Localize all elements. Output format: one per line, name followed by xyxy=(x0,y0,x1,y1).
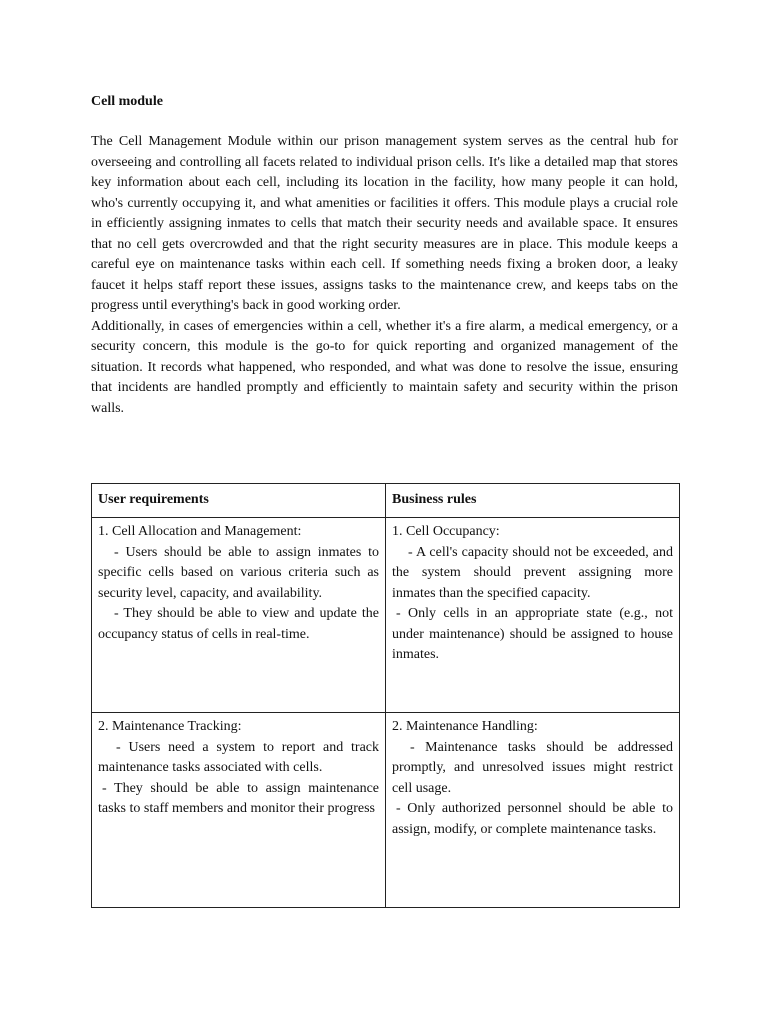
emergency-paragraph: Additionally, in cases of emergencies within a cell, whether it's a fire alarm, a medical emergency, or a security concern, this module is the go-to for quick reporting and organized management of the situation. It records what happened, who responded, and what was done to resolve the issue, ensuring that incidents are handled promptly and efficiently to maintain safety and security within the prison walls. xyxy=(91,318,678,416)
business-rule-item: - Maintenance tasks should be addressed promptly, and unresolved issues might restrict cell usage. xyxy=(392,739,673,796)
document-body xyxy=(91,92,678,419)
user-requirement-cell xyxy=(92,713,386,908)
user-requirement-item: - Users need a system to report and track maintenance tasks associated with cells. xyxy=(98,739,379,775)
user-requirement-title: 1. Cell Allocation and Management: xyxy=(98,524,302,539)
intro-paragraph: The Cell Management Module within our prison management system serves as the central hub for overseeing and controlling all facets related to individual prison cells. It's like a detailed map that stores key information about each cell, including its location in the facility, how many people it can hold, who's currently occupying it, and what amenities or facilities it offers. This module plays a crucial role in efficiently assigning inmates to cells that match their security needs and available space. It ensures that no cell gets overcrowded and that the right security measures are in place. This module keeps a careful eye on maintenance tasks within each cell. If something needs fixing a broken door, a leaky faucet it helps staff report these issues, assigns tasks to the maintenance crew, and keeps tabs on the progress until everything's back in good working order. xyxy=(91,134,678,313)
user-requirement-item: - They should be able to assign maintenance tasks to staff members and monitor their progress xyxy=(98,780,379,816)
user-requirement-title: 2. Maintenance Tracking: xyxy=(98,719,242,734)
table-header-row xyxy=(92,484,680,518)
business-rule-title: 1. Cell Occupancy: xyxy=(392,524,500,539)
business-rule-item: - A cell's capacity should not be exceeded, and the system should prevent assigning more inmates than the specified capacity. xyxy=(392,544,673,601)
user-requirement-item: - Users should be able to assign inmates to specific cells based on various criteria such as security level, capacity, and availability. xyxy=(98,544,379,601)
header-user-requirements: User requirements xyxy=(92,484,386,518)
user-requirement-cell xyxy=(92,518,386,713)
table-row xyxy=(92,713,680,908)
header-business-rules: Business rules xyxy=(386,484,680,518)
requirements-table xyxy=(91,483,680,908)
table-row xyxy=(92,518,680,713)
business-rule-item: - Only authorized personnel should be able to assign, modify, or complete maintenance tasks. xyxy=(392,801,673,837)
user-requirement-item: - They should be able to view and update the occupancy status of cells in real-time. xyxy=(98,606,379,642)
business-rule-item: - Only cells in an appropriate state (e.g., not under maintenance) should be assigned to house inmates. xyxy=(392,606,673,662)
section-heading: Cell module xyxy=(91,94,163,109)
business-rule-cell xyxy=(386,713,680,908)
business-rule-cell xyxy=(386,518,680,713)
business-rule-title: 2. Maintenance Handling: xyxy=(392,719,538,734)
